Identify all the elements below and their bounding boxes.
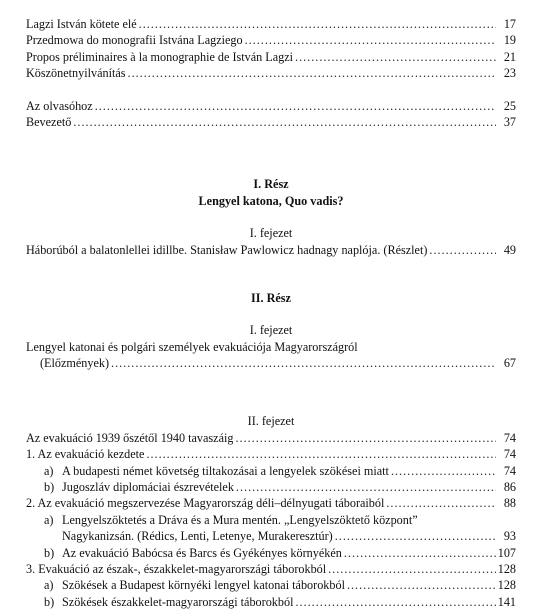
dot-leader <box>295 594 495 610</box>
toc-entry[interactable] <box>26 446 516 462</box>
toc-entry-title: Propos préliminaires à la monographie de István Lagzi <box>26 49 294 64</box>
toc-entry-title: Szökések a Budapest környéki lengyel katonai táborokból <box>62 578 345 593</box>
toc-entry-page: 67 <box>503 356 516 371</box>
toc-entry[interactable] <box>26 528 516 544</box>
toc-entry[interactable] <box>26 577 516 593</box>
toc-entry-title: (Előzmények) <box>40 356 110 371</box>
dot-leader <box>235 430 496 446</box>
part-2-chapter-1-heading: I. fejezet <box>249 323 293 338</box>
toc-entry-page: 88 <box>503 496 516 511</box>
toc-entry-title-group <box>44 479 234 495</box>
toc-entry-page: 25 <box>503 98 516 113</box>
toc-entry-page: 19 <box>503 33 516 48</box>
toc-entry-title: Háborúból a balatonlellei idillbe. Stanisław Pawlowicz hadnagy naplója. (Részlet) <box>26 242 428 257</box>
toc-entry[interactable] <box>26 561 516 577</box>
table-of-contents <box>26 16 516 610</box>
spacer <box>26 82 516 98</box>
spacer <box>26 130 516 176</box>
toc-entry[interactable] <box>26 479 516 495</box>
toc-entry-title: Lagzi István kötete elé <box>26 17 137 31</box>
toc-entry[interactable] <box>26 16 516 32</box>
dot-leader <box>295 49 496 65</box>
spacer <box>26 371 516 413</box>
dot-leader <box>139 16 496 32</box>
toc-entry[interactable] <box>26 65 516 81</box>
toc-entry[interactable] <box>26 430 516 446</box>
toc-entry-title: Nagykanizsán. (Rédics, Lenti, Letenye, Murakeresztúr) <box>62 529 333 544</box>
toc-entry-marker: a) <box>44 578 54 593</box>
dot-leader <box>328 561 496 577</box>
toc-entry-marker: b) <box>44 545 55 560</box>
toc-entry-title: Przedmowa do monografii Istvána Lagziego <box>26 33 243 48</box>
dot-leader <box>391 463 496 479</box>
dot-leader <box>146 446 496 462</box>
dot-leader <box>335 528 496 544</box>
toc-entry[interactable] <box>26 49 516 65</box>
toc-entry[interactable] <box>26 495 516 511</box>
toc-entry-title-group <box>44 577 345 593</box>
dot-leader <box>73 114 496 130</box>
intro-section <box>26 98 516 131</box>
toc-entry-title-group <box>44 463 389 479</box>
dot-leader <box>347 577 496 593</box>
toc-entry-marker: a) <box>44 463 54 478</box>
toc-entry-page: 141 <box>497 594 516 609</box>
toc-entry-page: 86 <box>503 480 516 495</box>
part-2-section <box>26 290 516 610</box>
toc-entry-marker: a) <box>44 512 54 527</box>
toc-entry-page: 49 <box>503 242 516 257</box>
toc-entry[interactable] <box>26 355 516 371</box>
toc-entry-page: 74 <box>503 447 516 462</box>
toc-entry-page: 107 <box>497 545 516 560</box>
toc-entry-title-group <box>44 594 293 610</box>
toc-entry-title: Jugoszláv diplomáciai észrevételek <box>62 480 234 495</box>
toc-entry-title: Lengyelszöktetés a Dráva és a Mura mentén. „Lengyelszöktető központ” <box>62 512 418 527</box>
dot-leader <box>386 495 496 511</box>
toc-entry[interactable] <box>26 594 516 610</box>
toc-entry-title: Köszönetnyilvánítás <box>26 66 126 81</box>
toc-entry-marker: b) <box>44 480 55 495</box>
dot-leader <box>344 545 496 561</box>
toc-entry[interactable] <box>26 463 516 479</box>
toc-entry-page: 93 <box>503 529 516 544</box>
dot-leader <box>128 65 496 81</box>
toc-entry-page: 23 <box>503 66 516 81</box>
toc-entry[interactable] <box>26 114 516 130</box>
part-1-chapter-1-heading: I. fejezet <box>249 226 293 241</box>
part-2-heading: II. Rész <box>251 290 291 305</box>
dot-leader <box>236 479 496 495</box>
toc-entry-page: 128 <box>497 561 516 576</box>
toc-entry[interactable] <box>26 545 516 561</box>
front-matter-section <box>26 16 516 82</box>
toc-entry-page: 17 <box>503 17 516 31</box>
toc-entry-marker: b) <box>44 594 55 609</box>
toc-entry-title: Az evakuáció Babócsa és Barcs és Gyékényes környékén <box>62 545 342 560</box>
toc-entry-page: 74 <box>503 430 516 445</box>
dot-leader <box>245 32 496 48</box>
spacer <box>26 306 516 322</box>
toc-entry-title: A budapesti német követség tiltakozásai a lengyelek szökései miatt <box>62 463 389 478</box>
spacer <box>26 258 516 290</box>
toc-entry[interactable] <box>26 242 516 258</box>
toc-entry-title: Az evakuáció 1939 őszétől 1940 tavaszáig <box>26 430 234 445</box>
dot-leader <box>95 98 496 114</box>
toc-entry-title: Bevezető <box>26 114 72 129</box>
toc-entry-page: 128 <box>497 578 516 593</box>
toc-entry[interactable] <box>26 98 516 114</box>
part-2-chapter-2-heading: II. fejezet <box>247 414 295 429</box>
toc-entry-title: 3. Evakuáció az észak-, északkelet-magyarországi táborokból <box>26 561 327 576</box>
toc-entry-title: Szökések északkelet-magyarországi táborokból <box>62 594 294 609</box>
toc-entry-title: 1. Az evakuáció kezdete <box>26 447 145 462</box>
dot-leader <box>111 355 496 371</box>
toc-entry-title: Az olvasóhoz <box>26 98 93 113</box>
toc-entry[interactable] <box>26 32 516 48</box>
toc-entry-page: 74 <box>503 463 516 478</box>
toc-entry-title-line[interactable] <box>26 512 516 528</box>
toc-entry-title-group <box>44 545 342 561</box>
toc-entry-title: 2. Az evakuáció megszervezése Magyarország déli–délnyugati táboraiból <box>26 496 385 511</box>
part-1-subtitle: Lengyel katona, Quo vadis? <box>198 193 344 208</box>
toc-entry-page: 21 <box>503 49 516 64</box>
dot-leader <box>429 242 496 258</box>
spacer <box>26 209 516 225</box>
part-1-heading: I. Rész <box>253 177 289 192</box>
toc-entry-page: 37 <box>503 114 516 129</box>
toc-entry-title-line[interactable]: Lengyel katonai és polgári személyek evakuációja Magyarországról <box>26 339 358 354</box>
part-1-section <box>26 176 516 258</box>
